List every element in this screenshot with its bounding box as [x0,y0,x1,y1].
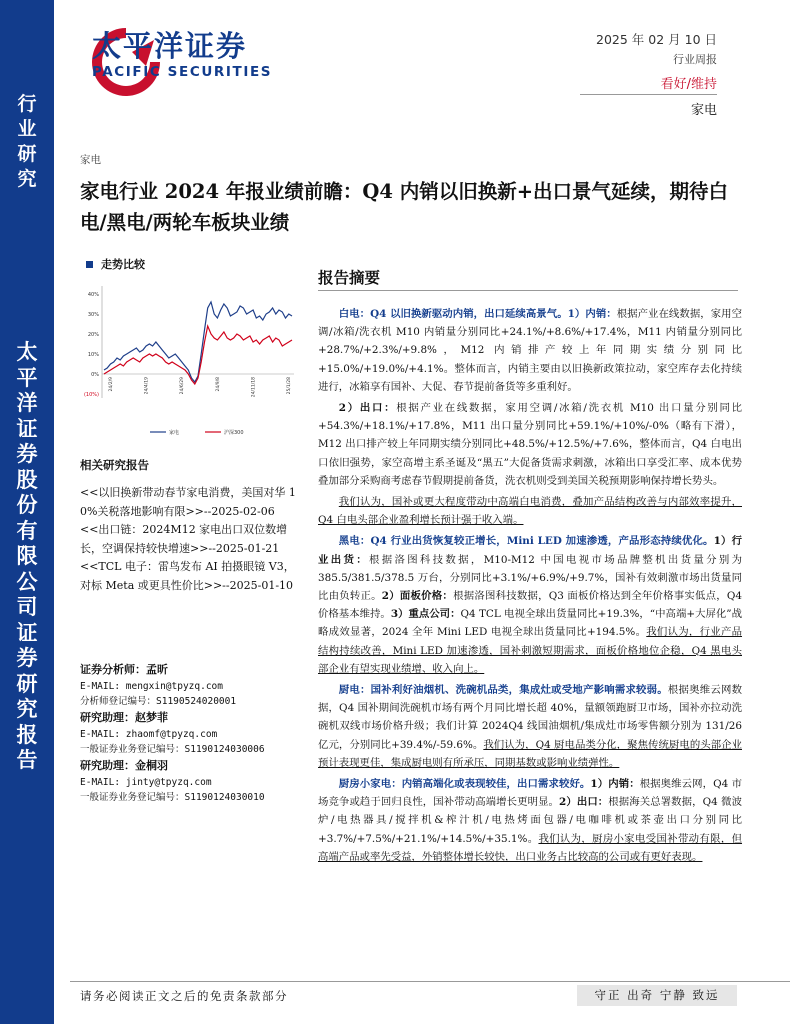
sidebar [0,0,54,1024]
x-tick-label: 24/4/19 [144,377,150,395]
x-tick-label: 24/9/8 [215,377,221,392]
para-text: 我们认为，行业产品结构持续改善，Mini LED 加速渗透，国补刺激短期需求，面板价格地位企稳，Q4 黑电头部企业有望实现业绩增、收入向上。 [318,626,743,675]
legend-label: 家电 [169,430,180,436]
page-title: 家电行业 2024 年报业绩前瞻：Q4 内销以旧换新+出口景气延续，期待白电/黑电/两轮车板块业绩 [80,180,729,234]
y-tick-label: 40% [87,292,99,298]
square-bullet-icon [86,261,93,268]
para-head: 厨房小家电：内销高端化或表现较佳，出口需求较好。 [338,778,591,791]
related-list [80,484,304,595]
summary-divider [318,290,738,291]
para-sub: 2）出口： [559,796,609,809]
para-sub: 3）重点公司： [390,608,461,621]
summary-para-black [318,532,742,678]
y-tick-label: (10%) [83,392,99,398]
x-tick-label: 24/2/9 [109,377,114,392]
x-tick-label: 24/11/18 [251,377,257,398]
para-text: 根据产业在线数据，家用空调/冰箱/洗衣机 M10 内销量分别同比+24.1%/+8.6%/+17.4%，M11 内销量分别同比+28.7%/+2.3%/+9.8%，M12 内销排产较上年同期实绩分别同比+15.0%/+19.0%/+4.1%。整体而言，内销主要由以旧换新政策拉动，家空库存去化持续进行，冰箱享有国补、大促、春节提前备货等多重利好。 [318,308,742,393]
related-report-item[interactable]: <<以旧换新带动春节家电消费，美国对华 10%关税落地影响有限>>--2025-02-06 [80,486,296,518]
analyst-name: 证券分析师：孟昕 [80,663,168,676]
summary-para-white-export [318,399,742,490]
para-sub: 1）内销： [590,778,640,791]
industry: 家电 [690,103,717,118]
summary-para-white-domestic [318,305,742,396]
related-report-item[interactable]: <<出口链：2024M12 家电出口双位数增长，空调保持较快增速>>--2025-01-21 [80,523,288,555]
assistant2-email[interactable]: E-MAIL: jinty@tpyzq.com [80,777,212,788]
para-text: 我们认为，厨房小家电受国补带动有限，但高端产品或率先受益，外销整体增长较快，出口业务占比较高的公司或有更好表现。 [318,832,743,863]
para-sub: 2）面板价格： [381,590,454,603]
trend-heading [80,256,304,272]
y-tick-label: 30% [87,312,99,318]
sidebar-main-label: 太平洋证券股份有限公司证券研究报告 [16,340,38,772]
para-text: 根据奥维云网数据，Q4 国补期间洗碗机市场有两个月同比增长超 40%，量额领跑厨卫市场，国补亦拉动洗碗机双线市场价格升级；我们计算 2024Q4 线国油烟机/集成灶市场零售额分别为 131/26 亿元，分别同比+39.4%/-59.6%。 [318,684,743,751]
trend-heading-text: 走势比较 [101,258,145,271]
trend-section [80,256,304,272]
y-tick-label: 10% [87,352,99,358]
footer-divider [70,981,790,982]
category-label: 家电 [80,154,101,166]
related-heading: 相关研究报告 [80,458,149,472]
assistant2-reg: 一般证券业务登记编号：S1190124030010 [80,792,265,803]
summary-para-white-view [318,493,742,529]
legend-label: 沪深300 [224,430,244,436]
sidebar-top-label: 行业研究 [17,93,37,190]
analysts-block [80,661,310,805]
summary-heading: 报告摘要 [318,269,381,287]
summary-body [318,305,742,869]
para-text: Q4 TCL 电视全球出货量同比+19.3%，“中高端+大屏化”战略成效显著，2024 全年 Mini LED 电视全球出货量同比+194.5%。 [318,608,742,639]
y-tick-label: 0% [91,372,99,378]
summary-para-kitchen [318,681,742,772]
para-text: 根据洛图科技数据，M10-M12 中国电视市场品牌整机出货量分别为 385.5/381.5/378.5 万台，分别同比+3.1%/+6.9%/+9.7%，国补有效刺激市场出货量同比由负转正。 [318,553,742,603]
footer-disclaimer: 请务必阅读正文之后的免责条款部分 [80,989,288,1003]
assistant2-name: 研究助理：金桐羽 [80,759,168,772]
para-head: 厨电：国补利好油烟机、洗碗机品类，集成灶或受地产影响需求较弱。 [338,684,668,697]
para-text: 根据海关总署数据，Q4 微波炉/电热器具/搅拌机&榨汁机/电热烤面包器/电咖啡机或茶壶出口分别同比+3.7%/+7.5%/+21.1%/+14.5%/+35.1%。 [318,796,743,845]
para-text: 根据洛图科技数据，Q3 面板价格达到全年价格事实低点，Q4 价格基本维持。 [318,590,743,621]
y-tick-label: 20% [87,332,99,338]
assistant1-email[interactable]: E-MAIL: zhaomf@tpyzq.com [80,729,218,740]
para-head: 白电：Q4 以旧换新驱动内销，出口延续高景气。1）内销： [338,308,617,320]
report-date: 2025 年 02 月 10 日 [596,32,717,47]
para-text: 根据产业在线数据，家用空调/冰箱/洗衣机 M10 出口量分别同比+54.3%/+18.1%/+17.8%，M11 出口量分别同比+59.1%/+10%/-0%（略有下滑），M12 出口排产较上年同期实绩分别同比+48.5%/+12.5%/+7.6%，整体而言，Q4 白电出口依旧强势，家空高增主系圣诞及“黑五”大促备货需求刺激，冰箱出口享受汇率、成本优势叠加部分采购商考虑春节假期提前备货，洗衣机则受到美国关税预期影响保持增长势头。 [318,402,743,487]
para-sub: 1）行业出货： [318,535,742,566]
analyst-reg: 分析师登记编号：S1190524020001 [80,696,237,707]
logo-en: PACIFIC SECURITIES [92,64,273,80]
para-head: 2）出口： [338,402,397,415]
para-text: 我们认为，国补或更大程度带动中高端白电消费，叠加产品结构改善与内部效率提升，Q4 白电头部企业盈利增长预计强于收入端。 [318,496,742,527]
footer-motto: 守正 出奇 宁静 致远 [577,985,737,1006]
series-line-appliance [104,302,292,382]
rating: 看好/维持 [660,77,717,92]
assistant1-reg: 一般证券业务登记编号：S1190124030006 [80,744,265,755]
related-report-item[interactable]: <<TCL 电子：雷鸟发布 AI 拍摄眼镜 V3，对标 Meta 或更具性价比>>--2025-01-10 [80,560,295,592]
logo-cn: 太平洋证券 [92,29,248,63]
trend-chart [80,286,304,442]
para-head: 黑电：Q4 行业出货恢复较正增长，Mini LED 加速渗透，产品形态持续优化。 [338,535,714,548]
para-text: 根据奥维云网，Q4 市场竞争或趋于回归良性，国补带动高端增长更明显。 [318,778,742,809]
series-line-csi300 [104,326,292,384]
analyst-email[interactable]: E-MAIL: mengxin@tpyzq.com [80,681,223,692]
x-tick-label: 25/1/28 [287,377,292,395]
summary-para-small [318,775,742,866]
assistant1-name: 研究助理：赵梦菲 [80,711,168,724]
para-text: 我们认为，Q4 厨电品类分化，聚焦传统厨电的头部企业预计表现更佳，集成厨电则有所承压，同期基数或影响业绩弹性。 [318,738,742,769]
x-tick-label: 24/6/29 [180,377,186,395]
rating-divider [580,94,717,95]
report-type: 行业周报 [673,53,717,66]
